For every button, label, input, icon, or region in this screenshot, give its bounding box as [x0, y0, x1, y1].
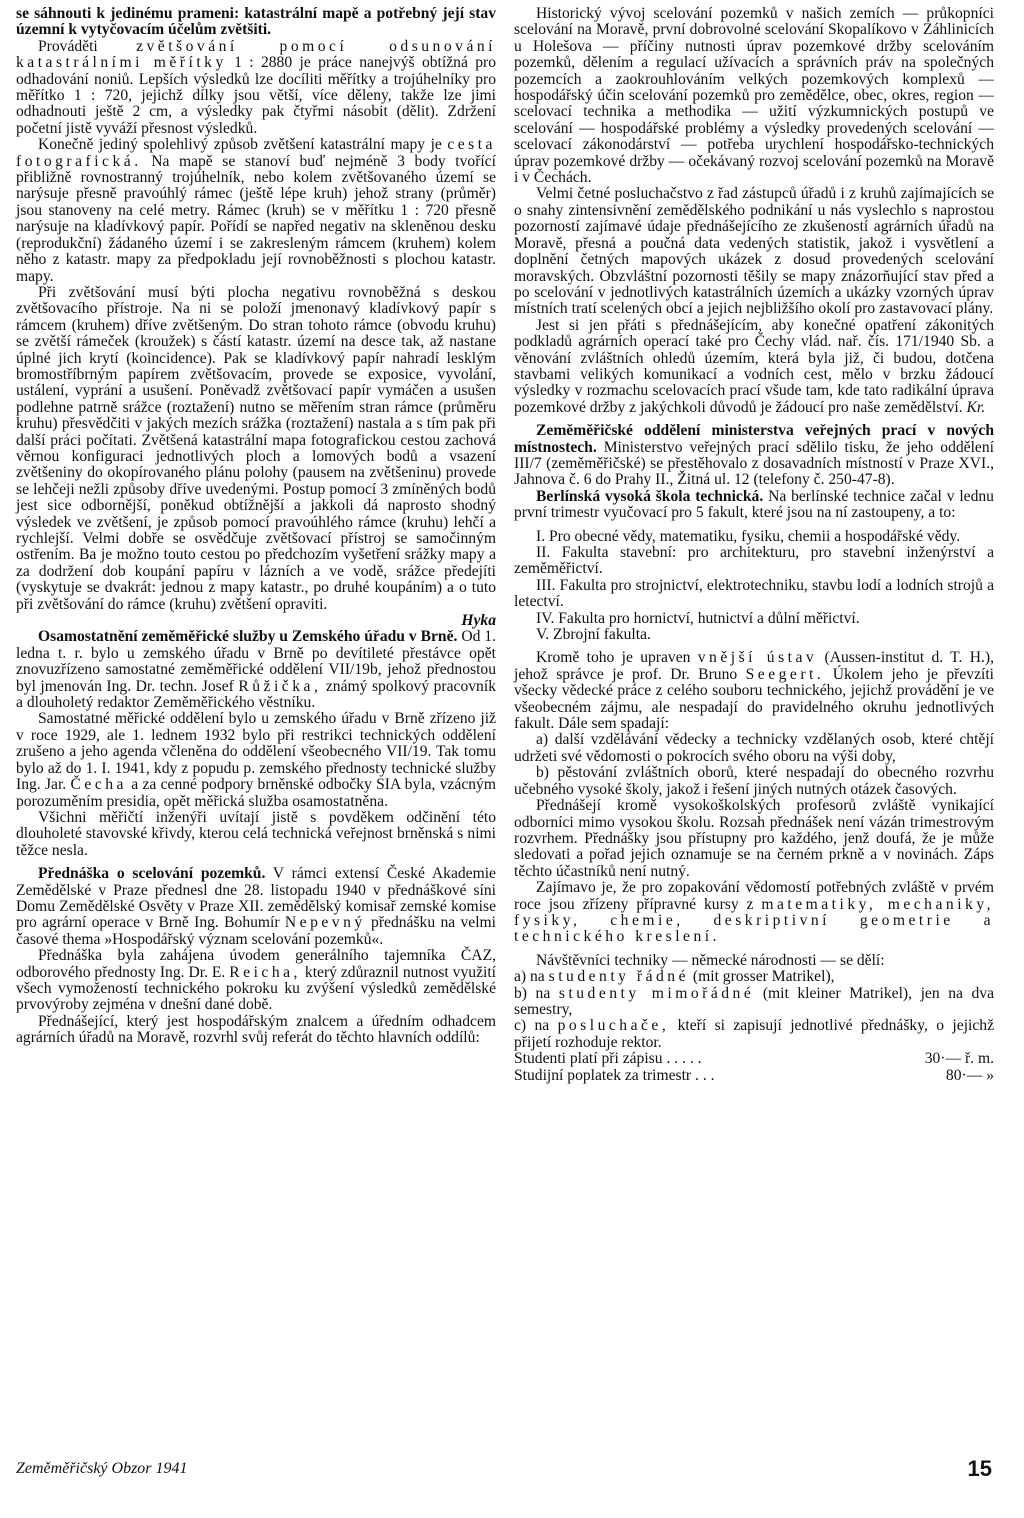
list-item: b) na studenty mimořádné (mit kleiner Matrikel), jen na dva semestry, — [514, 984, 994, 1018]
list-item: b) pěstování zvláštních oborů, které nespadají do obecného rozvrhu učebného vysoké školy, jakož i řešení jiných nutných otázek časových. — [514, 764, 994, 798]
paragraph: se sáhnouti k jedinému prameni: katastrální mapě a potřebný její stav územní k vytyčovacím účelům zvětšiti. — [16, 5, 496, 39]
paragraph: Velmi četné posluchačstvo z řad zástupců úřadů i z kruhů zajímajících se o snahy zintensivnění zemědělského podnikání u nás vyslechlo s naprostou pozorností zajímavé údaje přednášejícího ze zkušeností agrárních úřadů na Moravě, přesná a poučná data vedených statistik, jakož i vysvětlení a doplnění četných mapových ukázek z dosud provedených scelování moravských. Obzvláštní pozornosti těšily se mapy znázorňující stav před a po scelování v jednotlivých katastrálních územích a ukázky vzorných úprav místních tratí scelených obcí a jejich nejbližšího okolí pro zastavovací plány. — [514, 185, 994, 318]
paragraph: Všichni měřičtí inženýři uvítají jistě s povděkem odčinění této dlouholeté stavovské křivdy, kterou celá technická veřejnost brněnská s nimi těžce nesla. — [16, 808, 496, 859]
fee-row — [514, 1068, 994, 1084]
paragraph: Konečně jediný spolehlivý způsob zvětšení katastrální mapy je cesta fotografická. Na mapě se stanoví buď nejméně 3 body tvořící přibližně rovnostranný trojúhelník, nebo kolem zvětšovaného území se narýsuje přesně pravoúhlý rámec (ještě lépe kruh) jehož strany (průměr) jsou stanoveny na celé metry. Rámec (kruh) se v měřítku 1 : 720 přesně narýsuje na kladívkový papír. Pořídí se napřed negativ na skleněnou desku (reprodukční) žádaného území i se zakresleným rámcem (kruhem) kolem něho z katastr. mapy za předpokladu její rovnoběžnosti s plochou katastr. mapy. — [16, 136, 497, 285]
paragraph: Prováděti zvětšování pomocí odsunování katastrálními měřítky 1 : 2880 je práce nanejvýš obtížná pro odhadování noniů. Lepších výsledků lze docíliti měřítky a trojúhelníky pro měřítko 1 : 720, jejichž dílky jsou větší, více děleny, takže lze jimi odhadnouti ještě 2 cm, a výsledky pak čtyřmi násobit (dělit). Zdržení početní jistě vyváží přesnost výsledků. — [16, 37, 497, 137]
fee-value: 30·— ř. m. — [924, 1050, 994, 1068]
paragraph: Přednášející, který jest hospodářským znalcem a úředním odhadcem agrárních úřadů na Moravě, rozvrhl svůj referát do těchto hlavních oddílů: — [16, 1012, 496, 1047]
paragraph: Osamostatnění zeměměřické služby u Zemského úřadu v Brně. Od 1. ledna t. r. bylo u zemského úřadu v Brně po devítileté přestávce opět znovuzřízeno samostatné zeměměřické oddělení VII/19b, jehož přednostou byl jmenován Ing. Dr. techn. Josef Růžička, známý spolkový pracovník a dlouholetý redaktor Zeměměřického věstníku. — [16, 628, 496, 712]
paragraph: Přednáška o scelování pozemků. V rámci extensí České Akademie Zemědělské v Praze přednesl dne 28. listopadu 1940 v přednáškové síni Domu Zemědělské Osvěty v Praze XII. zemědělský komisař zemské komise pro agrární operace v Brně Ing. Bohumír Nepevný přednášku na velmi časové thema »Hospodářský význam scelování pozemků«. — [16, 865, 496, 948]
faculty-item: IV. Fakulta pro hornictví, hutnictví a důlní měřictví. — [536, 609, 860, 627]
paragraph: Přednáška byla zahájena úvodem generálního tajemníka ČAZ, odborového přednosty Ing. Dr. E. Reicha, který zdůraznil nutnost využití všech vymožeností technického pokroku ku zvýšení výsledků zemědělské prvovýroby zejména v dnešní dané době. — [16, 947, 496, 1014]
signature: Hyka — [461, 612, 496, 630]
list-item: a) na studenty řádné (mit grosser Matrikel), — [514, 968, 835, 986]
paragraph: Při zvětšování musí býti plocha negativu rovnoběžná s deskou zvětšovacího přístroje. Na ni se položí jmenonavý kladívkový papír s rámcem (kruhem) dříve zvětšeným. Do stran tohoto rámce (obvodu kruhu) se zvětší rámeček (kroužek) s částí katastr. území na desce tak, až nastane úplné jich krytí (koincidence). Pak se kladívkový papír nahradí lesklým bromostříbrným papírem zvětšovacím, provede se exposice, vyvolání, ustálení, vyprání a usušení. Poněvadž zvětšovací papír vymáčen a usušen podlehne patrně srážce (roztažení) nutno se měřením stran rámce (průměru kruhu) přesvědčiti v jakých mezích srážka (roztažení) nastala a s tím pak při další práci počítati. Zvětšená katastrální mapa fotografickou cestou zachová věrnou konfiguraci jednotlivých ploch a lomových bodů a vsazení zvětšeniny do okopírovaného plánu polohy (pausem na zvětšeninu) provede se lehčeji nežli způsoby dříve uvedenými. Postup pomocí 3 zmíněných bodů jest sice odbornější, poněkud obtížnější a jakkoli dá naprosto shodný výsledek ve zvětšení, je způsob pomocí pravoúhlého rámce (kruhu) lehčí a rychlejší. Velmi dobře se osvědčuje zvětšovací přístroj se samočinným ostřením. Ba je možno touto cestou po předchozím vyšetření srážky mapy a za dodržení dob koupání papíru v lázních a ve vodě, srážce předejíti (vyskytuje se dvakrát: jednou z mapy katastr., po druhé koupáním) a o tuto při zvětšování do rámce (kruhu) zvětšení opraviti. — [16, 283, 496, 613]
paragraph: Zeměměřičské oddělení ministerstva veřejných prací v nových místnostech. Ministerstvo veřejných prací sdělilo tisku, že jeho oddělení III/7 (zeměměřičské) se přestěhovalo z dosavadních místností v Praze XVI., Jahnova č. 6 do Prahy II., Žitná ul. 12 (telefony č. 250-47-8). — [514, 422, 994, 489]
faculty-item: II. Fakulta stavební: pro architekturu, pro stavební inženýrství a zeměměřictví. — [514, 544, 994, 578]
faculty-item: I. Pro obecné vědy, matematiku, fysiku, chemii a hospodářské vědy. — [536, 527, 961, 545]
list-item: a) další vzdělávání vědecky a technicky vzdělaných osob, které chtějí udržeti své vědomosti o pokrocích svého oboru na výši doby, — [514, 731, 994, 765]
fee-label: Studijní poplatek za trimestr . . . — [514, 1066, 715, 1084]
left-column — [16, 6, 496, 1047]
section-heading: Berlínská vysoká škola technická. — [536, 487, 764, 505]
faculty-item: III. Fakulta pro strojnictví, elektrotechniku, stavbu lodí a lodních strojů a letectví. — [514, 576, 994, 611]
list-item: c) na posluchače, kteří si zapisují jednotlivé přednášky, o jejichž přijetí rozhoduje rektor. — [514, 1017, 994, 1051]
paragraph: Historický vývoj scelování pozemků v našich zemích — průkopníci scelování na Moravě, první dobrovolné scelování Skopalíkovo v Záhlinicích u Holešova — příčiny nutnosti úprav pozemkové držby scelováním pozemků, dělením a regulací užívacích a správních práv na společných pozemcích a zaokrouhlováním velkých pozemkových komplexů — hospodářský účin scelování pozemků pro zemědělce, obec, okres, region — scelovací technika a methodika — užití výzkumnických postupů ve scelování — hospodářské problémy a výsledky provedených scelování — scelovací zákonodárství — potřeba urychlení hospodářsko-technických úprav pozemkové držby — očekávaný rozvoj scelování pozemků na Moravě i v Čechách. — [514, 5, 994, 187]
paragraph: Přednášejí kromě vysokoškolských profesorů zvláště vynikající odborníci mimo vysokou školu. Rozsah přednášek není vázán trimestrovým rozvrhem. Přednášky jsou přístupny pro každého, jenž doufá, že je může sledovati a pořad jejich oznamuje se na černém prkně a v novinách. Záps těchto účastníků není nutný. — [514, 797, 994, 880]
section-heading: Osamostatnění zeměměřické služby u Zemského úřadu v Brně. — [38, 628, 458, 646]
fee-row — [514, 1051, 994, 1067]
signature: Kr. — [966, 398, 986, 416]
right-column — [514, 6, 994, 1084]
section-heading: Zeměměřičské oddělení ministerstva veřejných prací v nových místnostech. — [514, 422, 994, 456]
fee-label: Studenti platí při zápisu . . . . . — [514, 1050, 702, 1068]
paragraph: Návštěvníci techniky — německé národnosti — se dělí: — [536, 951, 885, 969]
fee-value: 80·— » — [945, 1066, 994, 1084]
paragraph: Jest si jen přáti s přednášejícím, aby konečné opatření zákonitých podkladů agrárních operací také pro Čechy vlád. nař. čís. 171/1940 Sb. a věnování zvláštních ohledů územím, která byla již, či budou, dotčena stavbami velikých komunikací a vodních cest, mělo v brzku žádoucí výsledky v rozmachu scelovacích prací všude tam, kde tato radikální úprava pozemkové držby z jakýchkoli důvodů je žádoucí pro naše zemědělství. Kr. — [514, 316, 994, 416]
faculty-item: V. Zbrojní fakulta. — [536, 626, 651, 644]
section-heading: Přednáška o scelování pozemků. — [38, 865, 266, 883]
journal-title: Zeměměřičský Obzor 1941 — [16, 1460, 188, 1477]
paragraph: Berlínská vysoká škola technická. Na berlínské technice začal v lednu první trimestr vyučovací pro 5 fakult, které jsou na ní zastoupeny, a to: — [514, 487, 994, 522]
paragraph: Samostatné měřické oddělení bylo u zemského úřadu v Brně zřízeno již v roce 1929, ale 1. lednem 1932 bylo při restrikci technických oddělení zrušeno a jeho agenda včleněna do oddělení všeobecného VII/19. Tak tomu bylo až do 1. I. 1941, kdy z popudu p. zemského přednosty technické služby Ing. Jar. Čecha a za cenné podpory brněnské odbočky SIA byla, vzácným porozuměním presidia, opět měřická služba osamostatněna. — [16, 710, 496, 810]
paragraph: Kromě toho je upraven vnější ústav (Aussen-institut d. T. H.), jehož správce je prof. Dr. Bruno Seegert. Úkolem jeho je převzíti všecky vědecké práce z celého souboru technického, jejichž provádění je ve všeobecném zájmu, ale nespadají do pravidelného okruhu jednotlivých fakult. Dále sem spadají: — [514, 649, 994, 733]
paragraph: Zajímavo je, že pro zopakování vědomostí potřebných zvláště v prvém roce jsou zřízeny přípravné kursy z matematiky, mechaniky, fysiky, chemie, deskriptivní geometrie a technického kreslení. — [514, 879, 995, 946]
page-number: 15 — [967, 1456, 992, 1481]
